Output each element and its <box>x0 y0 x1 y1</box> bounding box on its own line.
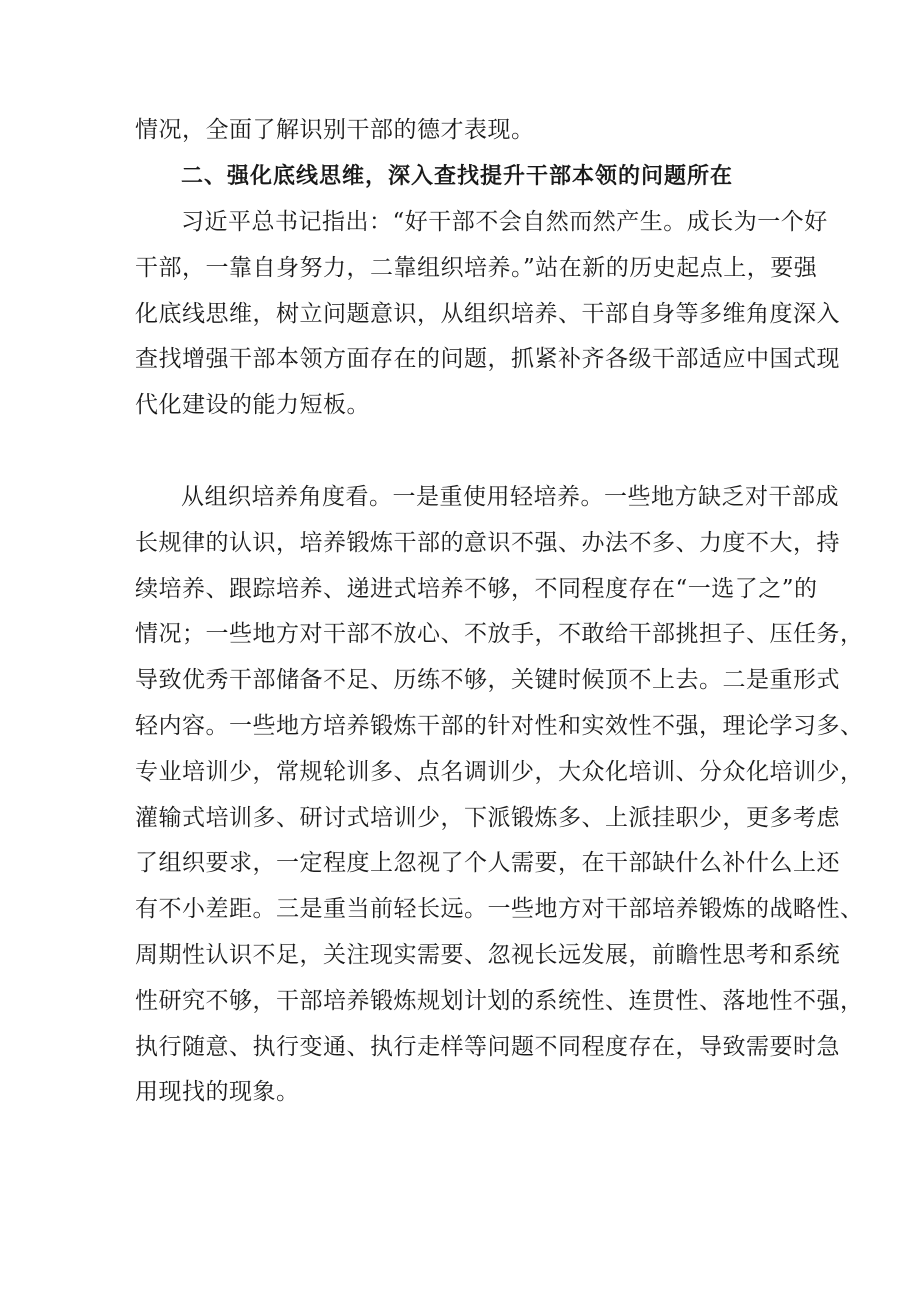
paragraph-line: 有不小差距。三是重当前轻长远。一些地方对干部培养锻炼的战略性、 <box>135 896 864 923</box>
paragraph-line: 用现找的现象。 <box>135 1079 300 1106</box>
section-heading: 二、强化底线思维，深入查找提升干部本领的问题所在 <box>181 164 734 189</box>
paragraph-line: 查找增强干部本领方面存在的问题，抓紧补齐各级干部适应中国式现 <box>135 346 840 373</box>
paragraph-line: 情况，全面了解识别干部的德才表现。 <box>135 117 535 143</box>
paragraph-line: 习近平总书记指出：“好干部不会自然而然产生。成长为一个好 <box>181 209 828 235</box>
paragraph-1 <box>135 200 840 429</box>
paragraph-line: 执行随意、执行变通、执行走样等问题不同程度存在，导致需要时急 <box>135 1033 840 1060</box>
paragraph-line: 化底线思维，树立问题意识，从组织培养、干部自身等多维角度深入 <box>135 300 840 327</box>
paragraph-line: 长规律的认识，培养锻炼干部的意识不强、办法不多、力度不大，持 <box>135 529 840 556</box>
paragraph-line: 性研究不够，干部培养锻炼规划计划的系统性、连贯性、落地性不强， <box>135 987 864 1014</box>
paragraph-line: 灌输式培训多、研讨式培训少，下派锻炼多、上派挂职少，更多考虑 <box>135 804 840 831</box>
paragraph-line: 专业培训少，常规轮训多、点名调训少，大众化培训、分众化培训少， <box>135 758 864 785</box>
paragraph-line: 代化建设的能力短板。 <box>135 392 370 419</box>
paragraph-line: 情况；一些地方对干部不放心、不放手，不敢给干部挑担子、压任务， <box>135 621 864 648</box>
paragraph-line: 轻内容。一些地方培养锻炼干部的针对性和实效性不强，理论学习多、 <box>135 712 864 739</box>
continued-paragraph <box>135 108 785 154</box>
paragraph-2 <box>135 475 864 1116</box>
paragraph-line: 导致优秀干部储备不足、历练不够，关键时候顶不上去。二是重形式 <box>135 667 840 694</box>
paragraph-line: 周期性认识不足，关注现实需要、忽视长远发展，前瞻性思考和系统 <box>135 941 840 968</box>
paragraph-line: 了组织要求，一定程度上忽视了个人需要，在干部缺什么补什么上还 <box>135 850 840 877</box>
paragraph-line: 从组织培养角度看。一是重使用轻培养。一些地方缺乏对干部成 <box>181 484 839 510</box>
paragraph-line: 续培养、跟踪培养、递进式培养不够，不同程度存在“一选了之”的 <box>135 575 818 602</box>
paragraph-line: 干部，一靠自身努力，二靠组织培养。”站在新的历史起点上，要强 <box>135 254 818 281</box>
